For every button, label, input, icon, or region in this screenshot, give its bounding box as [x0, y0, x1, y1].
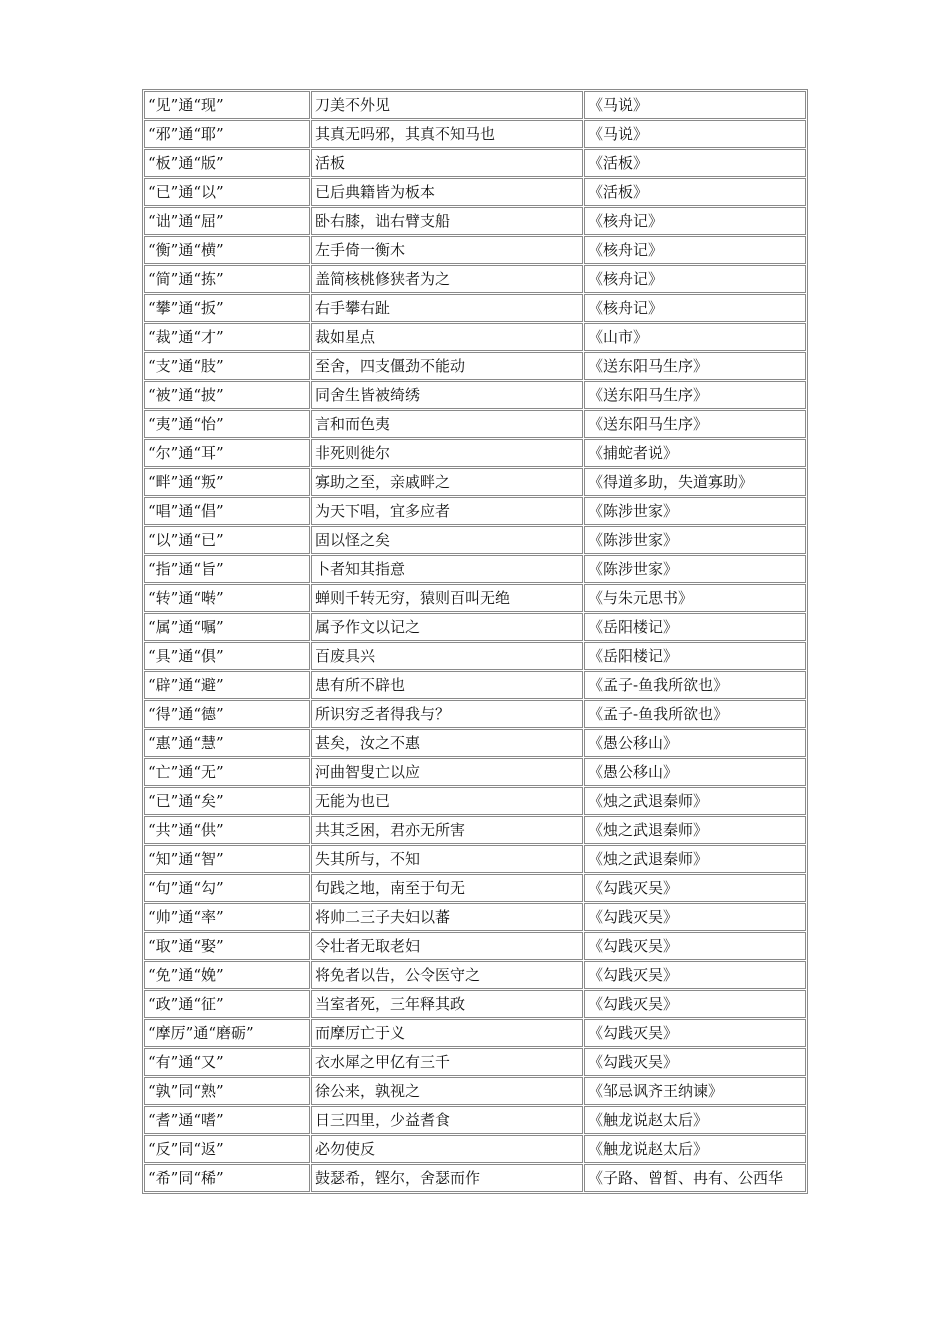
variant-character-cell: “裁”通“才”	[144, 323, 310, 351]
table-row	[144, 613, 806, 641]
variant-character-cell: “被”通“披”	[144, 381, 310, 409]
source-text-cell: 《陈涉世家》	[584, 555, 806, 583]
source-text-cell: 《邹忌讽齐王纳谏》	[584, 1077, 806, 1105]
source-text-cell: 《烛之武退秦师》	[584, 787, 806, 815]
example-sentence-cell: 蝉则千转无穷，猿则百叫无绝	[311, 584, 583, 612]
example-sentence-cell: 所识穷乏者得我与？	[311, 700, 583, 728]
variant-character-cell: “转”通“啭”	[144, 584, 310, 612]
table-row	[144, 903, 806, 931]
variant-character-cell: “耆”通“嗜”	[144, 1106, 310, 1134]
source-text-cell: 《送东阳马生序》	[584, 352, 806, 380]
variant-character-cell: “希”同“稀”	[144, 1164, 310, 1192]
source-text-cell: 《得道多助，失道寡助》	[584, 468, 806, 496]
example-sentence-cell: 句践之地，南至于句无	[311, 874, 583, 902]
tongjiazi-table	[142, 89, 808, 1194]
table-row	[144, 555, 806, 583]
variant-character-cell: “摩厉”通“磨砺”	[144, 1019, 310, 1047]
table-row	[144, 787, 806, 815]
variant-character-cell: “免”通“娩”	[144, 961, 310, 989]
source-text-cell: 《活板》	[584, 178, 806, 206]
example-sentence-cell: 将帅二三子夫妇以蕃	[311, 903, 583, 931]
example-sentence-cell: 百废具兴	[311, 642, 583, 670]
table-row	[144, 497, 806, 525]
source-text-cell: 《岳阳楼记》	[584, 642, 806, 670]
source-text-cell: 《山市》	[584, 323, 806, 351]
example-sentence-cell: 属予作文以记之	[311, 613, 583, 641]
table-row	[144, 932, 806, 960]
variant-character-cell: “知”通“智”	[144, 845, 310, 873]
example-sentence-cell: 必勿使反	[311, 1135, 583, 1163]
variant-character-cell: “帅”通“率”	[144, 903, 310, 931]
example-sentence-cell: 令壮者无取老妇	[311, 932, 583, 960]
table-row	[144, 1135, 806, 1163]
variant-character-cell: “衡”通“横”	[144, 236, 310, 264]
source-text-cell: 《子路、曾皙、冉有、公西华	[584, 1164, 806, 1192]
example-sentence-cell: 河曲智叟亡以应	[311, 758, 583, 786]
source-text-cell: 《触龙说赵太后》	[584, 1135, 806, 1163]
table-row	[144, 439, 806, 467]
example-sentence-cell: 刀美不外见	[311, 91, 583, 119]
example-sentence-cell: 而摩厉亡于义	[311, 1019, 583, 1047]
example-sentence-cell: 当室者死，三年释其政	[311, 990, 583, 1018]
source-text-cell: 《勾践灭吴》	[584, 1019, 806, 1047]
table-row	[144, 120, 806, 148]
variant-character-cell: “属”通“嘱”	[144, 613, 310, 641]
source-text-cell: 《马说》	[584, 120, 806, 148]
table-row	[144, 207, 806, 235]
variant-character-cell: “诎”通“屈”	[144, 207, 310, 235]
source-text-cell: 《马说》	[584, 91, 806, 119]
table-row	[144, 265, 806, 293]
source-text-cell: 《烛之武退秦师》	[584, 845, 806, 873]
source-text-cell: 《陈涉世家》	[584, 497, 806, 525]
variant-character-cell: “句”通“勾”	[144, 874, 310, 902]
example-sentence-cell: 为天下唱，宜多应者	[311, 497, 583, 525]
table-row	[144, 1106, 806, 1134]
source-text-cell: 《愚公移山》	[584, 758, 806, 786]
table-row	[144, 294, 806, 322]
table-row	[144, 758, 806, 786]
example-sentence-cell: 衣水犀之甲亿有三千	[311, 1048, 583, 1076]
table-row	[144, 91, 806, 119]
variant-character-cell: “惠”通“慧”	[144, 729, 310, 757]
table-row	[144, 1077, 806, 1105]
source-text-cell: 《核舟记》	[584, 207, 806, 235]
source-text-cell: 《触龙说赵太后》	[584, 1106, 806, 1134]
source-text-cell: 《岳阳楼记》	[584, 613, 806, 641]
source-text-cell: 《捕蛇者说》	[584, 439, 806, 467]
table-row	[144, 149, 806, 177]
variant-character-cell: “辟”通“避”	[144, 671, 310, 699]
table-row	[144, 236, 806, 264]
source-text-cell: 《勾践灭吴》	[584, 932, 806, 960]
variant-character-cell: “指”通“旨”	[144, 555, 310, 583]
example-sentence-cell: 徐公来，孰视之	[311, 1077, 583, 1105]
source-text-cell: 《送东阳马生序》	[584, 381, 806, 409]
source-text-cell: 《核舟记》	[584, 265, 806, 293]
variant-character-cell: “具”通“俱”	[144, 642, 310, 670]
table-row	[144, 990, 806, 1018]
variant-character-cell: “畔”通“叛”	[144, 468, 310, 496]
table-row	[144, 381, 806, 409]
example-sentence-cell: 左手倚一衡木	[311, 236, 583, 264]
variant-character-cell: “取”通“娶”	[144, 932, 310, 960]
variant-character-cell: “亡”通“无”	[144, 758, 310, 786]
example-sentence-cell: 同舍生皆被绮绣	[311, 381, 583, 409]
variant-character-cell: “孰”同“熟”	[144, 1077, 310, 1105]
example-sentence-cell: 共其乏困，君亦无所害	[311, 816, 583, 844]
example-sentence-cell: 其真无吗邪，其真不知马也	[311, 120, 583, 148]
example-sentence-cell: 卜者知其指意	[311, 555, 583, 583]
example-sentence-cell: 言和而色夷	[311, 410, 583, 438]
source-text-cell: 《勾践灭吴》	[584, 990, 806, 1018]
source-text-cell: 《陈涉世家》	[584, 526, 806, 554]
table-row	[144, 323, 806, 351]
variant-character-cell: “共”通“供”	[144, 816, 310, 844]
variant-character-cell: “有”通“又”	[144, 1048, 310, 1076]
table-row	[144, 584, 806, 612]
variant-character-cell: “见”通“现”	[144, 91, 310, 119]
table-row	[144, 961, 806, 989]
source-text-cell: 《烛之武退秦师》	[584, 816, 806, 844]
source-text-cell: 《核舟记》	[584, 294, 806, 322]
variant-character-cell: “已”通“以”	[144, 178, 310, 206]
variant-character-cell: “尔”通“耳”	[144, 439, 310, 467]
table-row	[144, 352, 806, 380]
table-row	[144, 1019, 806, 1047]
table-row	[144, 816, 806, 844]
table-row	[144, 845, 806, 873]
table-row	[144, 1164, 806, 1192]
source-text-cell: 《孟子-鱼我所欲也》	[584, 671, 806, 699]
source-text-cell: 《活板》	[584, 149, 806, 177]
example-sentence-cell: 盖简核桃修狭者为之	[311, 265, 583, 293]
table-row	[144, 874, 806, 902]
example-sentence-cell: 卧右膝，诎右臂支船	[311, 207, 583, 235]
example-sentence-cell: 右手攀右趾	[311, 294, 583, 322]
source-text-cell: 《勾践灭吴》	[584, 903, 806, 931]
variant-character-cell: “政”通“征”	[144, 990, 310, 1018]
example-sentence-cell: 已后典籍皆为板本	[311, 178, 583, 206]
table-row	[144, 729, 806, 757]
table-row	[144, 671, 806, 699]
example-sentence-cell: 寡助之至，亲戚畔之	[311, 468, 583, 496]
source-text-cell: 《勾践灭吴》	[584, 874, 806, 902]
source-text-cell: 《核舟记》	[584, 236, 806, 264]
variant-character-cell: “已”通“矣”	[144, 787, 310, 815]
example-sentence-cell: 患有所不辟也	[311, 671, 583, 699]
example-sentence-cell: 失其所与，不知	[311, 845, 583, 873]
example-sentence-cell: 将免者以告，公令医守之	[311, 961, 583, 989]
table-row	[144, 1048, 806, 1076]
source-text-cell: 《送东阳马生序》	[584, 410, 806, 438]
example-sentence-cell: 固以怪之矣	[311, 526, 583, 554]
example-sentence-cell: 非死则徙尔	[311, 439, 583, 467]
source-text-cell: 《与朱元思书》	[584, 584, 806, 612]
table-row	[144, 700, 806, 728]
variant-character-cell: “反”同“返”	[144, 1135, 310, 1163]
table-row	[144, 526, 806, 554]
variant-character-cell: “得”通“德”	[144, 700, 310, 728]
example-sentence-cell: 活板	[311, 149, 583, 177]
table-row	[144, 410, 806, 438]
variant-character-cell: “夷”通“怡”	[144, 410, 310, 438]
example-sentence-cell: 鼓瑟希，铿尔，舍瑟而作	[311, 1164, 583, 1192]
variant-character-cell: “支”通“肢”	[144, 352, 310, 380]
source-text-cell: 《勾践灭吴》	[584, 1048, 806, 1076]
example-sentence-cell: 裁如星点	[311, 323, 583, 351]
table-body	[144, 91, 806, 1192]
variant-character-cell: “邪”通“耶”	[144, 120, 310, 148]
source-text-cell: 《愚公移山》	[584, 729, 806, 757]
example-sentence-cell: 甚矣，汝之不惠	[311, 729, 583, 757]
table-row	[144, 468, 806, 496]
source-text-cell: 《勾践灭吴》	[584, 961, 806, 989]
table-row	[144, 178, 806, 206]
variant-character-cell: “以”通“已”	[144, 526, 310, 554]
example-sentence-cell: 无能为也已	[311, 787, 583, 815]
example-sentence-cell: 日三四里，少益耆食	[311, 1106, 583, 1134]
variant-character-cell: “唱”通“倡”	[144, 497, 310, 525]
source-text-cell: 《孟子-鱼我所欲也》	[584, 700, 806, 728]
variant-character-cell: “简”通“拣”	[144, 265, 310, 293]
variant-character-cell: “板”通“版”	[144, 149, 310, 177]
table-row	[144, 642, 806, 670]
variant-character-cell: “攀”通“扳”	[144, 294, 310, 322]
example-sentence-cell: 至舍，四支僵劲不能动	[311, 352, 583, 380]
